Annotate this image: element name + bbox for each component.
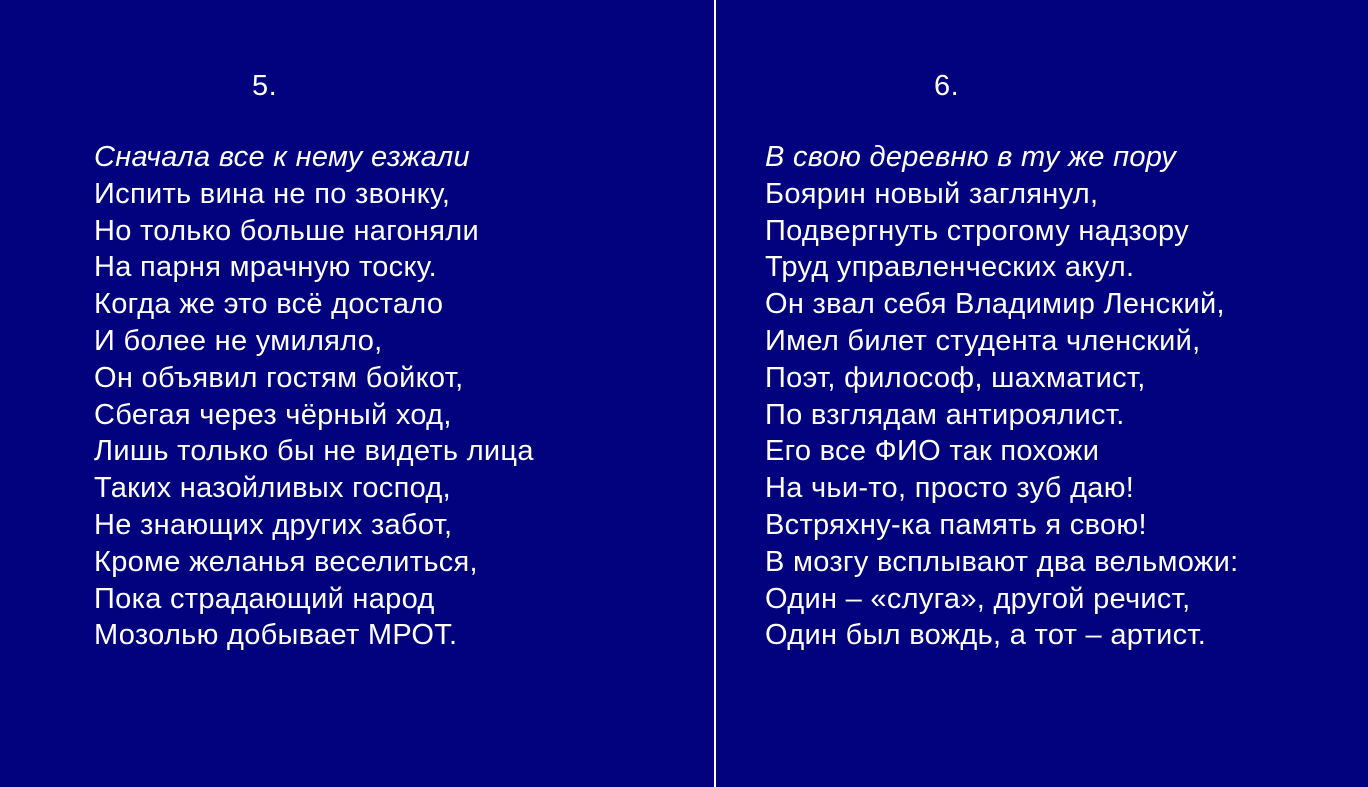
poem-line: Один – «слуга», другой речист,: [765, 582, 1191, 615]
poem-line: Подвергнуть строгому надзору: [765, 214, 1189, 247]
poem-line: На парня мрачную тоску.: [94, 251, 438, 284]
poem-line: Сбегая через чёрный ход,: [94, 398, 452, 431]
stanza-number: 5.: [252, 70, 278, 102]
poem-line: Кроме желанья веселиться,: [94, 545, 478, 578]
poem-line: Боярин новый заглянул,: [765, 177, 1099, 210]
poem-line: Его все ФИО так похожи: [765, 435, 1100, 468]
poem-line: По взглядам антироялист.: [765, 398, 1125, 431]
poem-line: Имел билет студента членский,: [765, 324, 1201, 357]
poem-line: Лишь только бы не видеть лица: [94, 435, 534, 468]
stanza-6-panel: [716, 0, 1368, 787]
poem-line: Когда же это всё достало: [94, 288, 444, 321]
poem-line: Сначала все к нему езжали: [94, 141, 470, 173]
poem-line: Не знающих других забот,: [94, 508, 453, 541]
poem-line: Он звал себя Владимир Ленский,: [765, 288, 1225, 321]
poem-line: В свою деревню в ту же пору: [765, 141, 1177, 173]
stanza-5-lines: [94, 139, 534, 654]
poem-line: Один был вождь, а тот – артист.: [765, 619, 1207, 652]
poem-line: Поэт, философ, шахматист,: [765, 361, 1146, 394]
poem-line: Мозолью добывает МРОТ.: [94, 619, 458, 652]
poem-line: Таких назойливых господ,: [94, 472, 451, 505]
poem-line: В мозгу всплывают два вельможи:: [765, 545, 1239, 578]
poem-line: Труд управленческих акул.: [765, 251, 1135, 284]
poem-line: Пока страдающий народ: [94, 582, 435, 615]
stanza-number: 6.: [934, 70, 960, 102]
stanza-6-lines: [765, 139, 1238, 654]
poem-line: И более не умиляло,: [94, 324, 383, 357]
poem-line: Встряхну-ка память я свою!: [765, 508, 1147, 541]
poem-line: Но только больше нагоняли: [94, 214, 479, 247]
poem-line: Он объявил гостям бойкот,: [94, 361, 464, 394]
poem-line: Испить вина не по звонку,: [94, 177, 451, 210]
poem-line: На чьи-то, просто зуб даю!: [765, 472, 1135, 505]
